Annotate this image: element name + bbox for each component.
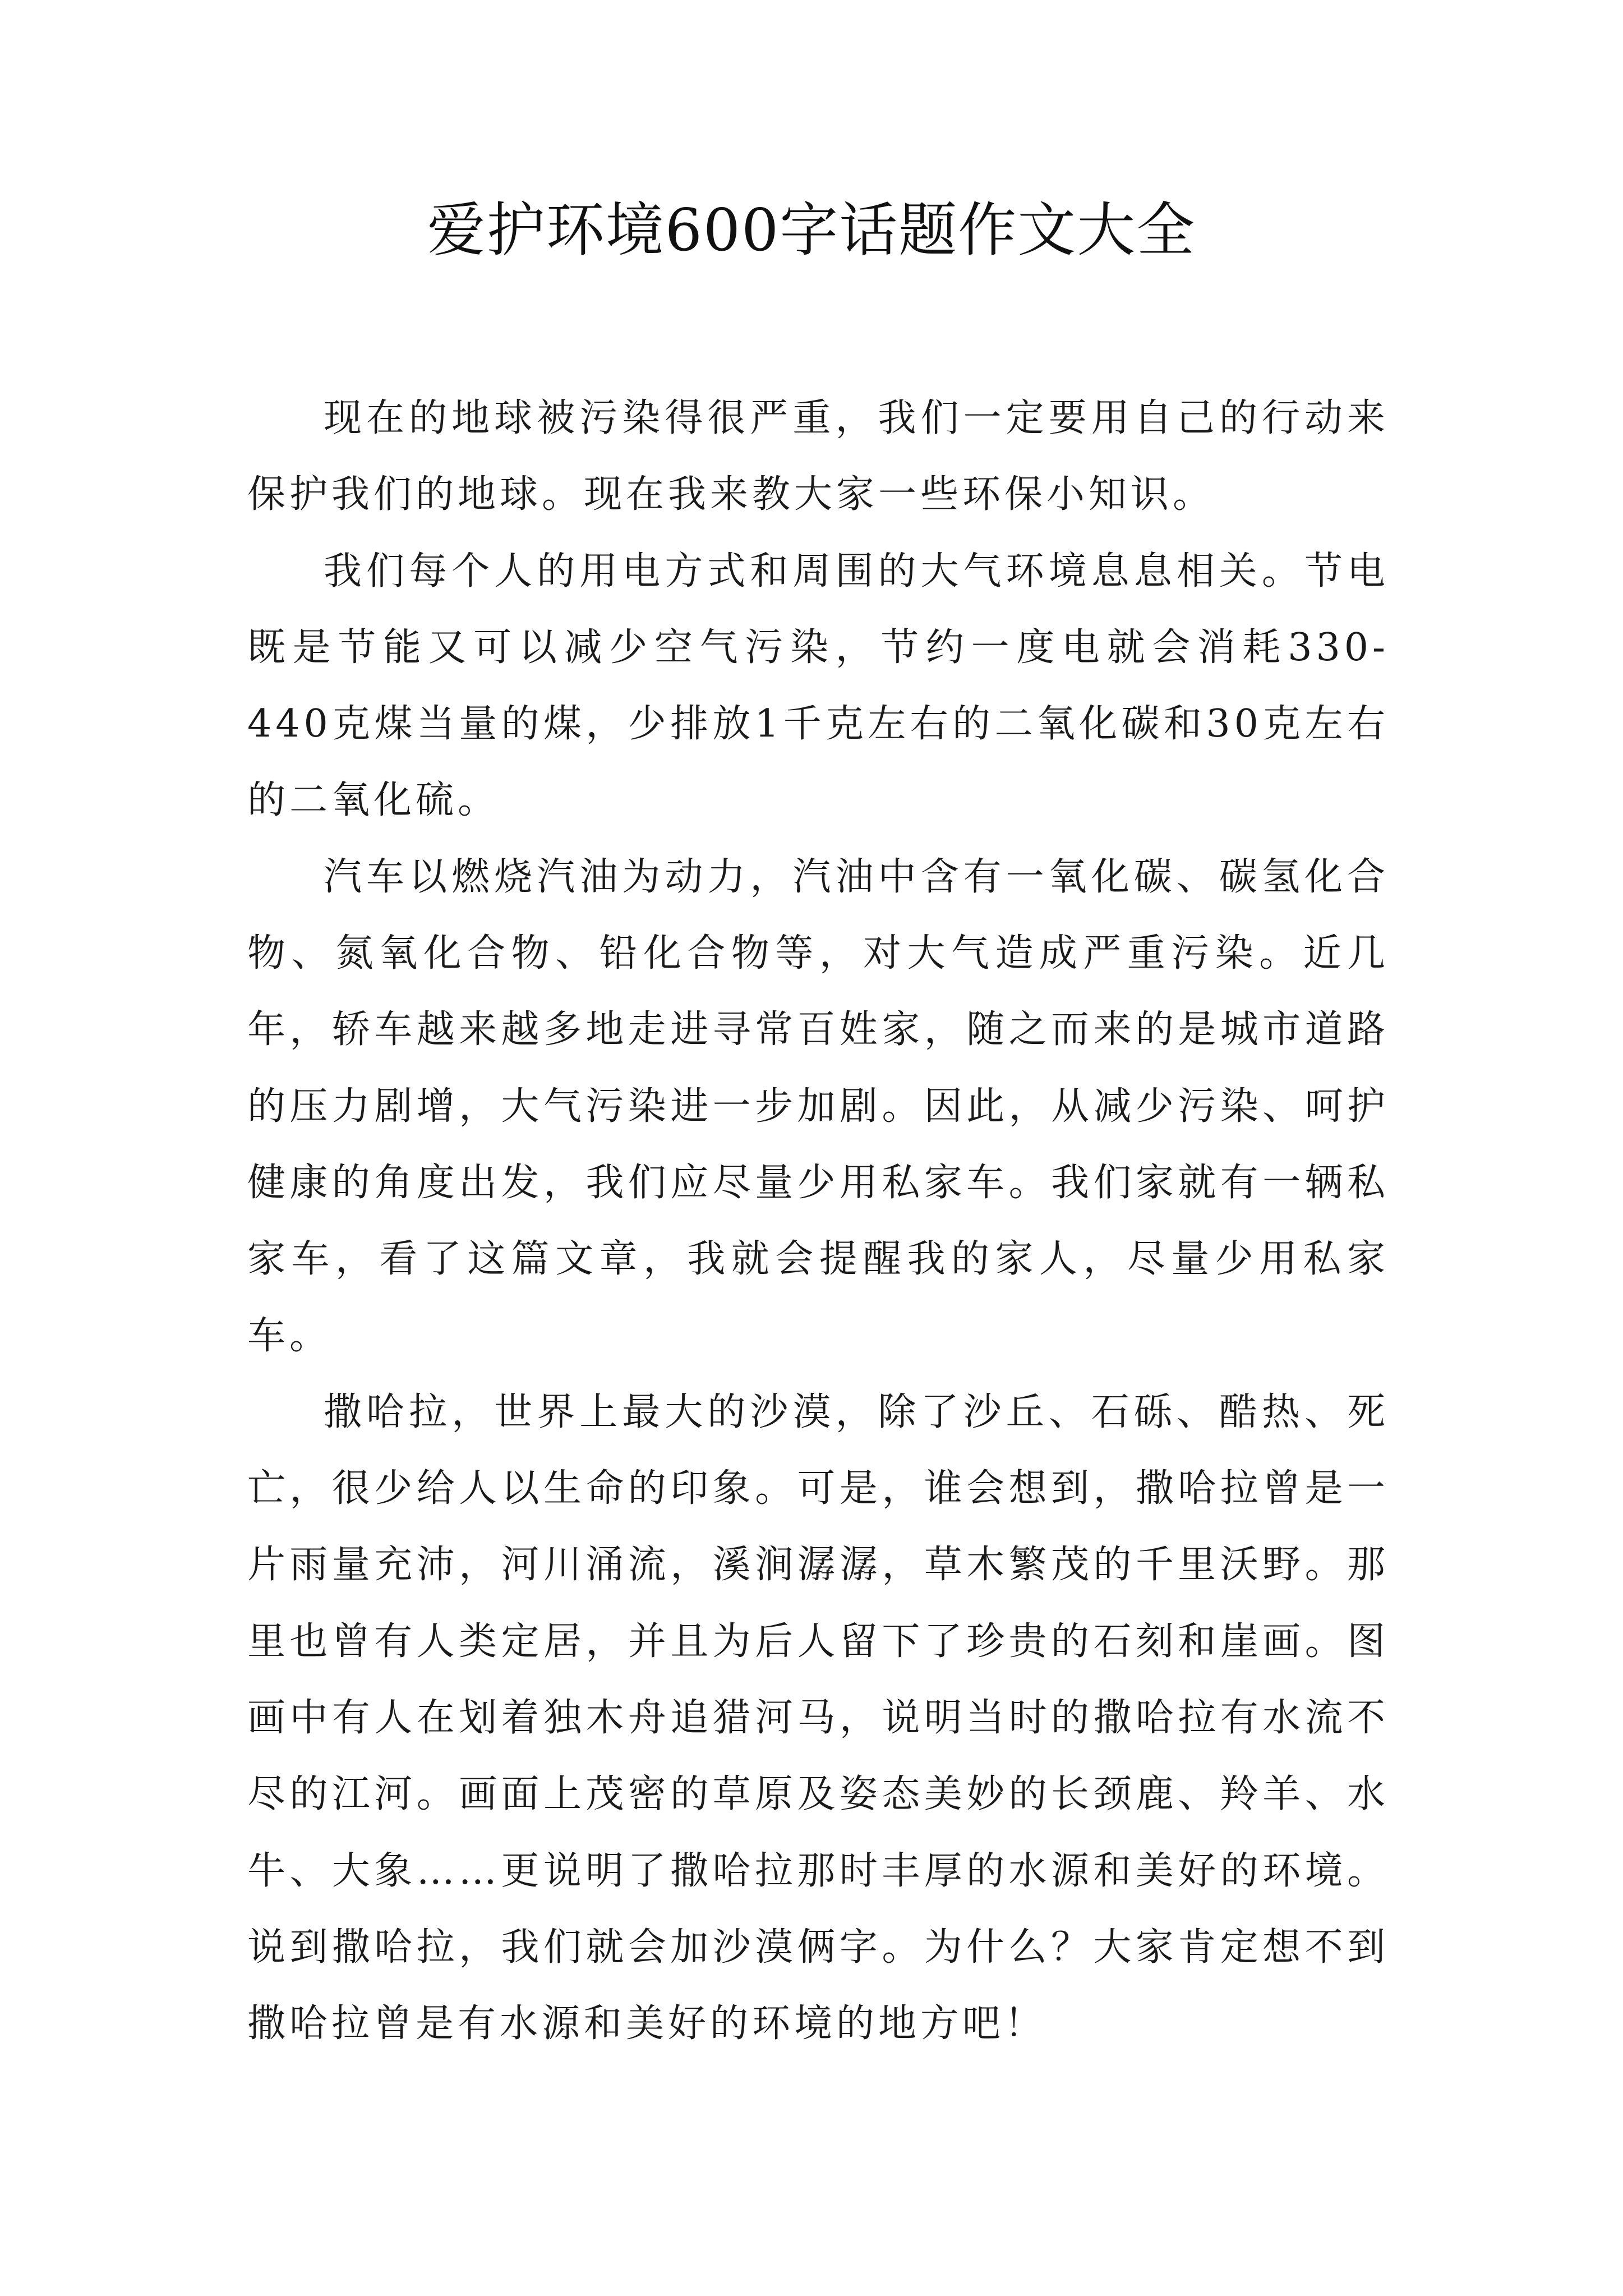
document-title: 爱护环境600字话题作文大全: [427, 196, 1196, 264]
paragraph-4: 撒哈拉，世界上最大的沙漠，除了沙丘、石砾、酷热、死亡，很少给人以生命的印象。可是，谁会想到，撒哈拉曾是一片雨量充沛，河川涌流，溪涧潺潺，草木繁茂的千里沃野。那里也曾有人类定居，并且为后人留下了珍贵的石刻和崖画。图画中有人在划着独木舟追猎河马，说明当时的撒哈拉有水流不尽的江河。画面上茂密的草原及姿态美妙的长颈鹿、羚羊、水牛、大象……更说明了撒哈拉那时丰厚的水源和美好的环境。说到撒哈拉，我们就会加沙漠俩字。为什么？大家肯定想不到撒哈拉曾是有水源和美好的环境的地方吧！: [247, 1389, 1389, 2046]
paragraph-2: 我们每个人的用电方式和周围的大气环境息息相关。节电既是节能又可以减少空气污染，节约一度电就会消耗330-440克煤当量的煤，少排放1千克左右的二氧化碳和30克左右的二氧化硫。: [247, 549, 1389, 823]
paragraph-3: 汽车以燃烧汽油为动力，汽油中含有一氧化碳、碳氢化合物、氮氧化合物、铅化合物等，对大气造成严重污染。近几年，轿车越来越多地走进寻常百姓家，随之而来的是城市道路的压力剧增，大气污染进一步加剧。因此，从减少污染、呵护健康的角度出发，我们应尽量少用私家车。我们家就有一辆私家车，看了这篇文章，我就会提醒我的家人，尽量少用私家车。: [247, 854, 1389, 1358]
document-body: [247, 380, 1389, 2063]
paragraph-1: 现在的地球被污染得很严重，我们一定要用自己的行动来保护我们的地球。现在我来教大家一些环保小知识。: [247, 396, 1389, 517]
